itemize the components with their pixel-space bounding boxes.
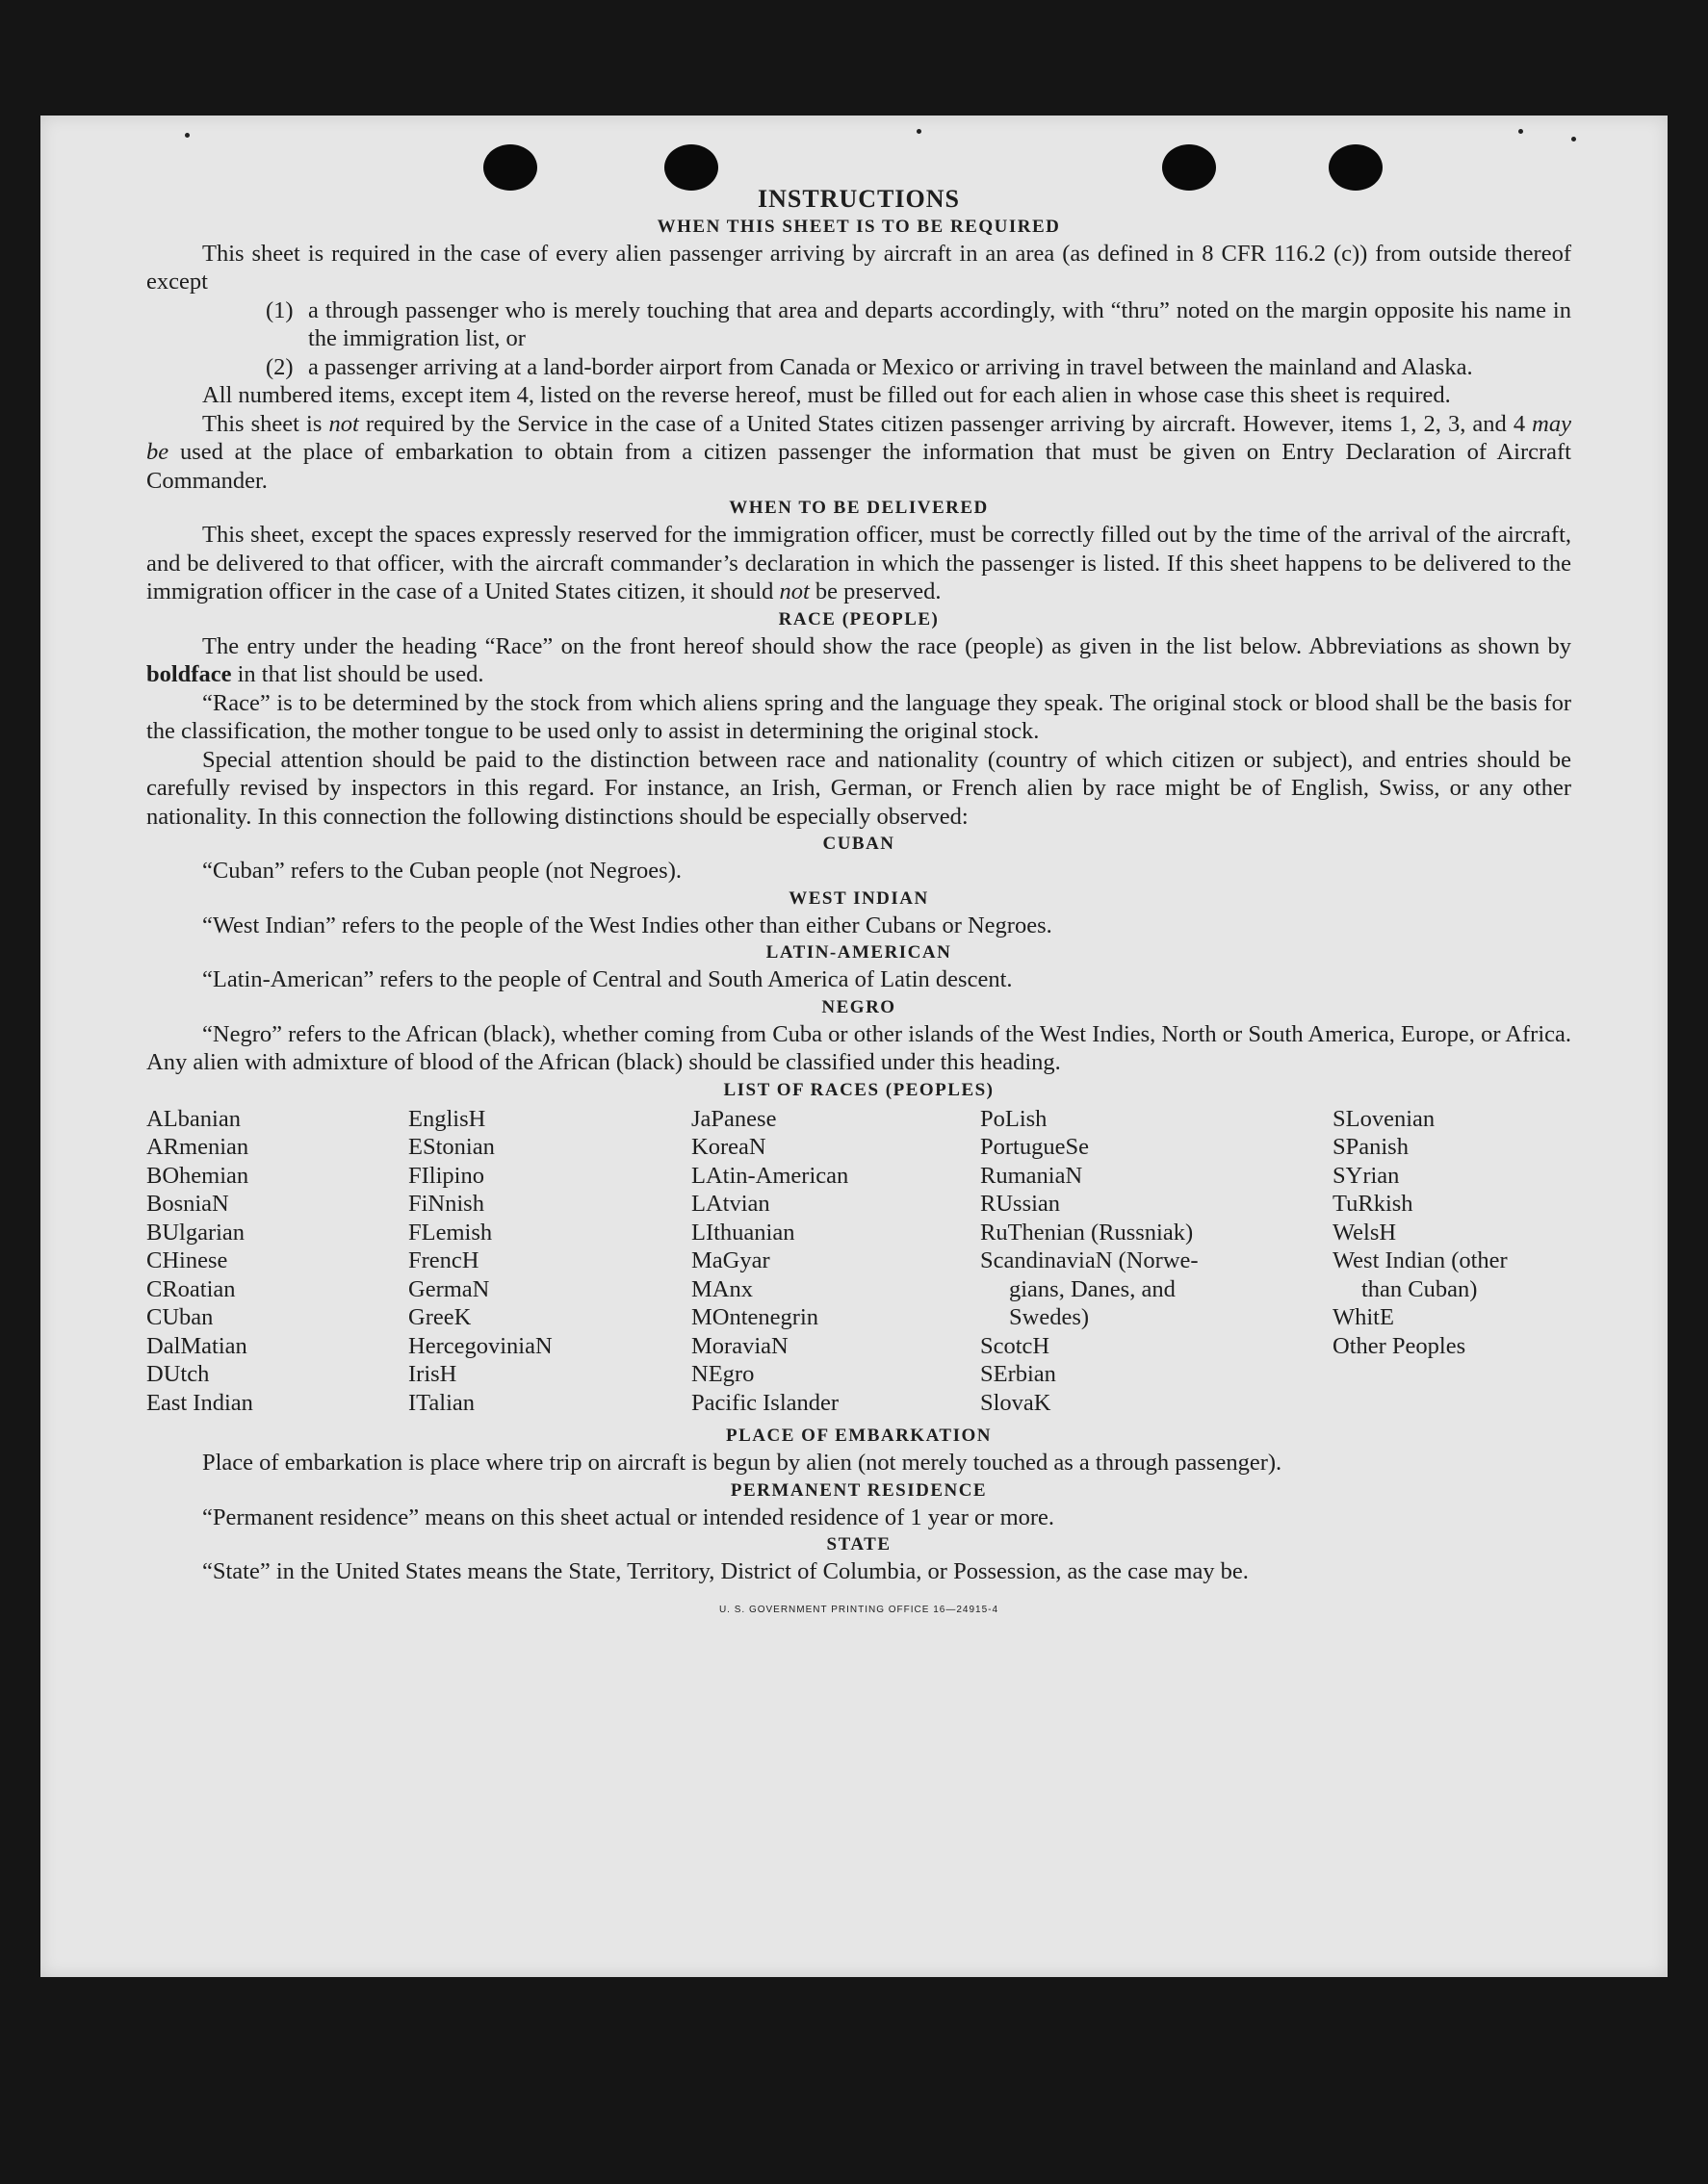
heading-when-required: WHEN THIS SHEET IS TO BE REQUIRED [657, 216, 1061, 237]
race-entry: DalMatian [146, 1332, 247, 1359]
item-text: a through passenger who is merely touching that area and departs accordingly, with “thru” noted on the margin opposite his name in the immigration list, or [308, 296, 1571, 351]
race-entry: FIlipino [408, 1162, 484, 1189]
text-run: required by the Service in the case of a United States citizen passenger arriving by aircraft. However, items 1, 2, 3, and 4 [358, 410, 1533, 437]
heading-when-delivered: WHEN TO BE DELIVERED [729, 498, 989, 518]
race-entry: CRoatian [146, 1275, 236, 1302]
race-entry: BUlgarian [146, 1219, 246, 1246]
race-entry: gians, Danes, and [1009, 1275, 1176, 1302]
text-run-bold: boldface [146, 661, 232, 687]
paragraph: “Permanent residence” means on this sheet actual or intended residence of 1 year or more. [202, 1503, 1055, 1530]
race-entry: TuRkish [1333, 1191, 1413, 1217]
race-entry: LAtvian [691, 1191, 770, 1217]
race-entry: ITalian [408, 1389, 476, 1416]
paragraph: All numbered items, except item 4, listed on the reverse hereof, must be filled out for each alien in whose case this sheet is required. [202, 382, 1451, 408]
race-entry: FrencH [408, 1247, 479, 1273]
heading-permanent-residence: PERMANENT RESIDENCE [730, 1479, 988, 1501]
race-entry: MAnx [691, 1275, 753, 1302]
text-run: in that list should be used. [231, 661, 484, 687]
race-entry: FiNnish [408, 1191, 484, 1217]
heading-west-indian: WEST INDIAN [789, 887, 929, 909]
item-text: a passenger arriving at a land-border airport from Canada or Mexico or arriving in travel between the mainland and Alaska. [308, 353, 1473, 380]
race-entry: Pacific Islander [691, 1389, 840, 1416]
race-entry: KoreaN [691, 1134, 766, 1160]
heading-cuban: CUBAN [822, 834, 895, 854]
races-column [980, 1105, 1333, 1418]
paragraph: Special attention should be paid to the distinction between race and nationality (country of which citizen or subject), and entries should be carefully revised by inspectors in this regard. For instance, an Irish, German, or French alien by race might be of English, Swiss, or any other nationality. In this connection the following distinctions should be especially observed: [146, 746, 1571, 830]
race-entry: MaGyar [691, 1247, 770, 1273]
document-sheet [40, 116, 1668, 1977]
paragraph [146, 632, 1571, 689]
race-entry: ScandinaviaN (Norwe- [980, 1247, 1199, 1273]
paragraph: This sheet is required in the case of every alien passenger arriving by aircraft in an area (as defined in 8 CFR 116.2 (c)) from outside thereof except [146, 240, 1571, 295]
speck [917, 129, 921, 134]
race-entry: West Indian (other [1333, 1247, 1508, 1273]
race-entry: East Indian [146, 1389, 253, 1416]
races-list [146, 1105, 1571, 1418]
race-entry: ScotcH [980, 1332, 1050, 1359]
race-entry: HercegoviniaN [408, 1332, 553, 1359]
races-column [146, 1105, 408, 1418]
race-entry: RumaniaN [980, 1162, 1083, 1189]
race-entry: RuThenian (Russniak) [980, 1219, 1194, 1246]
race-entry: PoLish [980, 1105, 1048, 1132]
races-column [1333, 1105, 1571, 1418]
paragraph [146, 521, 1571, 606]
race-entry: SlovaK [980, 1389, 1051, 1416]
speck [185, 133, 190, 138]
race-entry: DUtch [146, 1361, 210, 1387]
race-entry: PortugueSe [980, 1134, 1089, 1160]
race-entry: IrisH [408, 1361, 457, 1387]
text-run-italic: not [779, 578, 810, 604]
paragraph: “West Indian” refers to the people of the West Indies other than either Cubans or Negroes. [202, 912, 1052, 938]
paragraph: “Cuban” refers to the Cuban people (not Negroes). [202, 858, 682, 884]
race-entry: ALbanian [146, 1105, 241, 1132]
paragraph: “Race” is to be determined by the stock from which aliens spring and the language they speak. The original stock or blood shall be the basis for the classification, the mother tongue to be used only to assist in determining the original stock. [146, 689, 1571, 744]
punch-hole [664, 144, 718, 191]
race-entry: LIthuanian [691, 1219, 795, 1246]
race-entry: LAtin-American [691, 1162, 849, 1189]
text-run: This sheet is [202, 410, 329, 437]
race-entry: MoraviaN [691, 1332, 789, 1359]
race-entry: GermaN [408, 1275, 490, 1302]
heading-state: STATE [826, 1534, 892, 1554]
list-item [146, 296, 1571, 353]
heading-list-of-races: LIST OF RACES (PEOPLES) [723, 1079, 995, 1100]
heading-latin-american: LATIN-AMERICAN [765, 942, 952, 963]
text-run-italic: not [328, 410, 359, 437]
item-number: (2) [266, 353, 294, 380]
speck [1518, 129, 1523, 134]
race-entry: GreeK [408, 1304, 472, 1330]
text-run: be preserved. [809, 578, 942, 604]
speck [1571, 137, 1576, 141]
paragraph: “Negro” refers to the African (black), whether coming from Cuba or other islands of the West Indies, North or South America, Europe, or Africa. Any alien with admixture of blood of the African (black) should be classified under this heading. [146, 1020, 1571, 1075]
list-item [146, 353, 1571, 382]
paragraph: “Latin-American” refers to the people of Central and South America of Latin descent. [202, 966, 1013, 992]
paragraph: “State” in the United States means the State, Territory, District of Columbia, or Possession, as the case may be. [202, 1558, 1249, 1584]
race-entry: RUssian [980, 1191, 1061, 1217]
race-entry: SYrian [1333, 1162, 1400, 1189]
text-run-italic: may be [146, 410, 1571, 465]
text-run: The entry under the heading “Race” on the front hereof should show the race (people) as given in the list below. Abbreviations as shown by [202, 632, 1571, 659]
race-entry: Other Peoples [1333, 1332, 1466, 1359]
race-entry: BOhemian [146, 1162, 249, 1189]
race-entry: CUban [146, 1304, 214, 1330]
item-number: (1) [266, 296, 294, 323]
heading-negro: NEGRO [821, 996, 896, 1017]
race-entry: WhitE [1333, 1304, 1394, 1330]
race-entry: SLovenian [1333, 1105, 1436, 1132]
heading-place-of-embarkation: PLACE OF EMBARKATION [726, 1426, 992, 1446]
punch-hole [1329, 144, 1383, 191]
printer-imprint: U. S. GOVERNMENT PRINTING OFFICE 16—24915-4 [718, 1604, 999, 1615]
races-column [408, 1105, 691, 1418]
paragraph: Place of embarkation is place where trip on aircraft is begun by alien (not merely touched as a through passenger). [202, 1450, 1282, 1476]
text-run: used at the place of embarkation to obtain from a citizen passenger the information that must be given on Entry Declaration of Aircraft Commander. [146, 439, 1571, 494]
paragraph [146, 410, 1571, 496]
race-entry: EStonian [408, 1134, 495, 1160]
race-entry: EnglisH [408, 1105, 486, 1132]
race-entry: SErbian [980, 1361, 1056, 1387]
punch-hole [1162, 144, 1216, 191]
race-entry: ARmenian [146, 1134, 249, 1160]
race-entry: than Cuban) [1361, 1275, 1478, 1302]
race-entry: JaPanese [691, 1105, 777, 1132]
race-entry: CHinese [146, 1247, 228, 1273]
punch-hole [483, 144, 537, 191]
race-entry: MOntenegrin [691, 1304, 818, 1330]
race-entry: NEgro [691, 1361, 755, 1387]
text-run: This sheet, except the spaces expressly reserved for the immigration officer, must be correctly filled out by the time of the arrival of the aircraft, and be delivered to that officer, with the aircraft commander’s declaration in which the passenger is listed. If this sheet happens to be delivered to the immigration officer in the case of a United States citizen, it should [146, 522, 1571, 604]
races-column [691, 1105, 980, 1418]
page-title: INSTRUCTIONS [758, 185, 960, 213]
race-entry: FLemish [408, 1219, 493, 1246]
instructions-content [146, 185, 1571, 1624]
race-entry: Swedes) [1009, 1304, 1090, 1330]
race-entry: SPanish [1333, 1134, 1409, 1160]
heading-race: RACE (PEOPLE) [778, 608, 940, 630]
race-entry: WelsH [1333, 1219, 1397, 1246]
race-entry: BosniaN [146, 1191, 229, 1217]
